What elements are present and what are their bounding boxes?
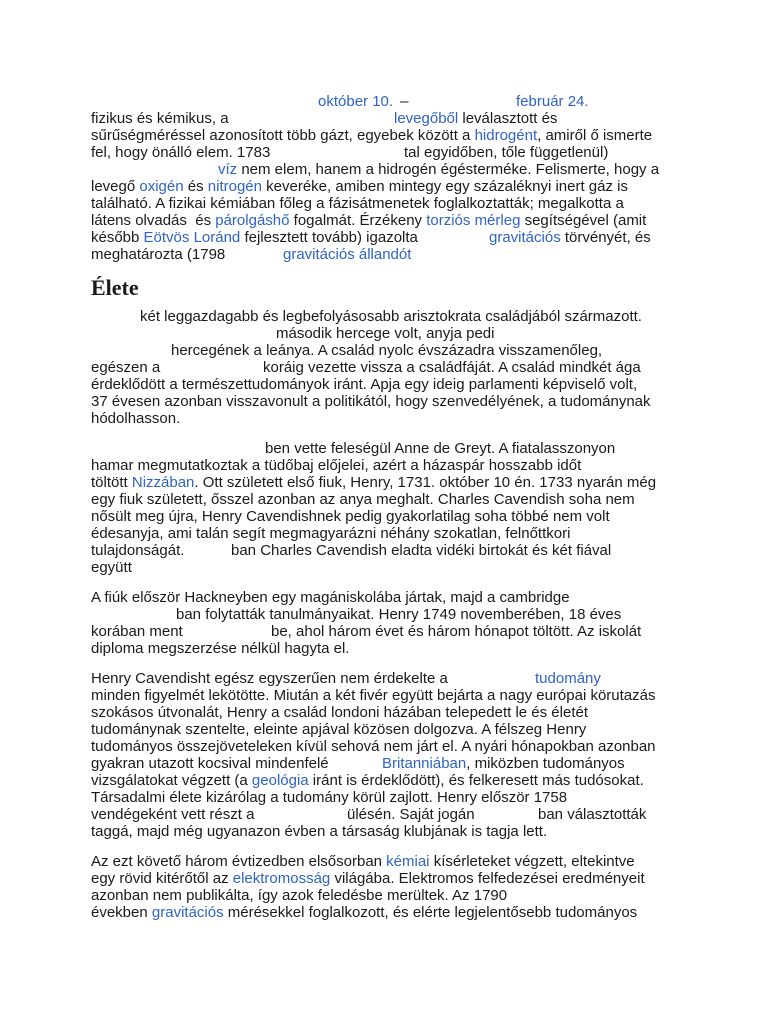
text-line: Társadalmi élete kizárólag a tudomány körül zajlott. Henry először 1758 bbox=[91, 789, 568, 806]
link-oxigen[interactable]: oxigén bbox=[139, 178, 184, 195]
text-line bbox=[91, 212, 646, 229]
text-line: azonban nem publikálta, így azok feledésbe merültek. Az 1790 bbox=[91, 887, 508, 904]
link-gravitacios-allandot[interactable]: gravitációs állandót bbox=[283, 246, 412, 263]
text-line bbox=[91, 127, 652, 144]
link-eotvos-lorand[interactable]: Eötvös Loránd bbox=[143, 229, 241, 246]
text-span: töltött bbox=[91, 474, 132, 491]
text-line: gyakran utazott kocsival mindenfelé bbox=[91, 755, 329, 772]
text-span: , amiről ő ismerte bbox=[537, 127, 653, 144]
text-span: levegő bbox=[91, 178, 140, 195]
text-line: hercegének a leánya. A család nyolc évszázadra visszamenőleg, bbox=[171, 342, 603, 359]
link-britanniaban[interactable]: Britanniában bbox=[382, 755, 467, 772]
link-parolgasho[interactable]: párolgáshő bbox=[215, 212, 290, 229]
link-gravitacios[interactable]: gravitációs bbox=[489, 229, 561, 246]
text-span: világába. Elektromos felfedezései eredményeit bbox=[330, 870, 645, 887]
text-line: 37 évesen azonban visszavonult a politikától, hogy szenvedélyének, a tudománynak bbox=[91, 393, 651, 410]
text-line bbox=[218, 161, 659, 178]
text-line: ben vette feleségül Anne de Greyt. A fiatalasszonyon bbox=[265, 440, 616, 457]
text-line: nősült meg újra, Henry Cavendishnek pedig gyakorlatilag soha többé nem volt bbox=[91, 508, 610, 525]
text-span: és bbox=[183, 178, 208, 195]
text-span: Az ezt követő három évtizedben elsősorban bbox=[91, 853, 387, 870]
text-span: fogalmát. Érzékeny bbox=[289, 212, 427, 229]
text-line: vendégeként vett részt a bbox=[91, 806, 255, 823]
text-line bbox=[382, 755, 625, 772]
text-line: édesanyja, ami talán segít megmagyarázni néhány szokatlan, felnőttkori bbox=[91, 525, 571, 542]
text-line bbox=[91, 853, 635, 870]
text-line: egészen a bbox=[91, 359, 161, 376]
text-span: iránt is érdeklődött), és felkeresett más tudósokat. bbox=[308, 772, 644, 789]
dash-text: – bbox=[396, 93, 409, 110]
text-line bbox=[91, 904, 637, 921]
text-line bbox=[91, 474, 656, 491]
section-heading: Élete bbox=[91, 275, 139, 300]
text-line bbox=[91, 229, 418, 246]
text-line: tulajdonságát. bbox=[91, 542, 185, 559]
link-levegobol[interactable]: levegőből bbox=[394, 110, 459, 127]
text-span: később bbox=[91, 229, 144, 246]
text-line: korában ment bbox=[91, 623, 183, 640]
text-span: segítségével (amit bbox=[520, 212, 647, 229]
text-line: második hercege volt, anyja pedi bbox=[276, 325, 495, 342]
text-line: A fiúk először Hackneyben egy magániskolába jártak, majd a cambridge bbox=[91, 589, 570, 606]
text-span: vizsgálatokat végzett (a bbox=[91, 772, 252, 789]
link-tudomany[interactable]: tudomány bbox=[535, 670, 601, 687]
text-line: együtt bbox=[91, 559, 132, 576]
link-gravitacios-2[interactable]: gravitációs bbox=[151, 904, 224, 921]
text-line: hamar megmutatkoztak a tüdőbaj előjelei, azért a házaspár hosszabb időt bbox=[91, 457, 582, 474]
text-line bbox=[91, 870, 645, 887]
text-line: ban folytatták tanulmányaikat. Henry 1749 novemberében, 18 éves bbox=[176, 606, 622, 623]
text-span: kísérleteket végzett, eltekintve bbox=[429, 853, 635, 870]
text-line: diploma megszerzése nélkül hagyta el. bbox=[91, 640, 350, 657]
text-line bbox=[91, 772, 644, 789]
text-span: látens olvadás és bbox=[91, 212, 216, 229]
text-span: egy rövid kitérőtől az bbox=[91, 870, 233, 887]
text-line: tudományos összejöveteleken kívül sehová nem járt el. A nyári hónapokban azonban bbox=[91, 738, 656, 755]
text-line bbox=[91, 178, 628, 195]
text-line: tudománynak szentelte, eleinte apjával közösen dolgozva. A félszeg Henry bbox=[91, 721, 587, 738]
link-oktober-10[interactable]: október 10. bbox=[318, 93, 394, 110]
text-line: ban választották bbox=[538, 806, 647, 823]
text-line bbox=[489, 229, 651, 246]
link-hidrogent[interactable]: hidrogént bbox=[474, 127, 538, 144]
text-line: szokásos útvonalát, Henry a család londoni házában telepedett le és életét bbox=[91, 704, 588, 721]
text-line: be, ahol három évet és három hónapot töltött. Az iskolát bbox=[271, 623, 642, 640]
link-viz[interactable]: víz bbox=[218, 161, 238, 178]
text-line: ban Charles Cavendish eladta vidéki birtokát és két fiával bbox=[231, 542, 612, 559]
text-line: tal egyidőben, tőle függetlenül) bbox=[404, 144, 609, 161]
text-span: . Ott született első fiuk, Henry, 1731. október 10 én. 1733 nyarán még bbox=[194, 474, 657, 491]
text-span: nem elem, hanem a hidrogén égésterméke. Felismerte, hogy a bbox=[237, 161, 660, 178]
text-line: érdeklődött a természettudományok iránt. Apja egy ideig parlamenti képviselő volt, bbox=[91, 376, 638, 393]
text-span: mérésekkel foglalkozott, és elérte legjelentősebb tudományos bbox=[223, 904, 638, 921]
text-line: ülésén. Saját jogán bbox=[347, 806, 475, 823]
text-span: leválasztott és bbox=[458, 110, 558, 127]
text-line: fizikus és kémikus, a bbox=[91, 110, 229, 127]
text-span: fejlesztett tovább) igazolta bbox=[240, 229, 418, 246]
text-span: években bbox=[91, 904, 152, 921]
text-line bbox=[394, 110, 557, 127]
text-span: , miközben tudományos bbox=[466, 755, 625, 772]
text-line: található. A fizikai kémiában főleg a fázisátmenetek foglalkoztatták; megalkotta a bbox=[91, 195, 624, 212]
text-line: hódolhasson. bbox=[91, 410, 181, 427]
link-torzios-merleg[interactable]: torziós mérleg bbox=[426, 212, 521, 229]
link-februar-24[interactable]: február 24. bbox=[516, 93, 589, 110]
text-line: fel, hogy önálló elem. 1783 bbox=[91, 144, 271, 161]
link-kemiai[interactable]: kémiai bbox=[386, 853, 430, 870]
link-nitrogen[interactable]: nitrogén bbox=[207, 178, 262, 195]
text-line: taggá, majd még ugyanazon évben a társaság klubjának is tagja lett. bbox=[91, 823, 548, 840]
link-nizzaban[interactable]: Nizzában bbox=[131, 474, 195, 491]
text-span: törvényét, és bbox=[560, 229, 651, 246]
link-geologia[interactable]: geológia bbox=[251, 772, 309, 789]
text-line: koráig vezette vissza a családfáját. A család mindkét ága bbox=[263, 359, 641, 376]
link-elektromossag[interactable]: elektromosság bbox=[232, 870, 331, 887]
text-line: minden figyelmét lekötötte. Miután a két fivér együtt bejárta a nagy európai körutazás bbox=[91, 687, 656, 704]
text-line: Henry Cavendisht egész egyszerűen nem érdekelte a bbox=[91, 670, 448, 687]
text-line: két leggazdagabb és legbefolyásosabb arisztokrata családjából származott. bbox=[140, 308, 642, 325]
text-span: sűrűségméréssel azonosított több gázt, egyebek között a bbox=[91, 127, 475, 144]
text-span: keveréke, amiben mintegy egy százaléknyi inert gáz is bbox=[261, 178, 628, 195]
text-line: egy fiuk született, ősszel azonban az anya meghalt. Charles Cavendish soha nem bbox=[91, 491, 635, 508]
text-line: meghatározta (1798 bbox=[91, 246, 226, 263]
